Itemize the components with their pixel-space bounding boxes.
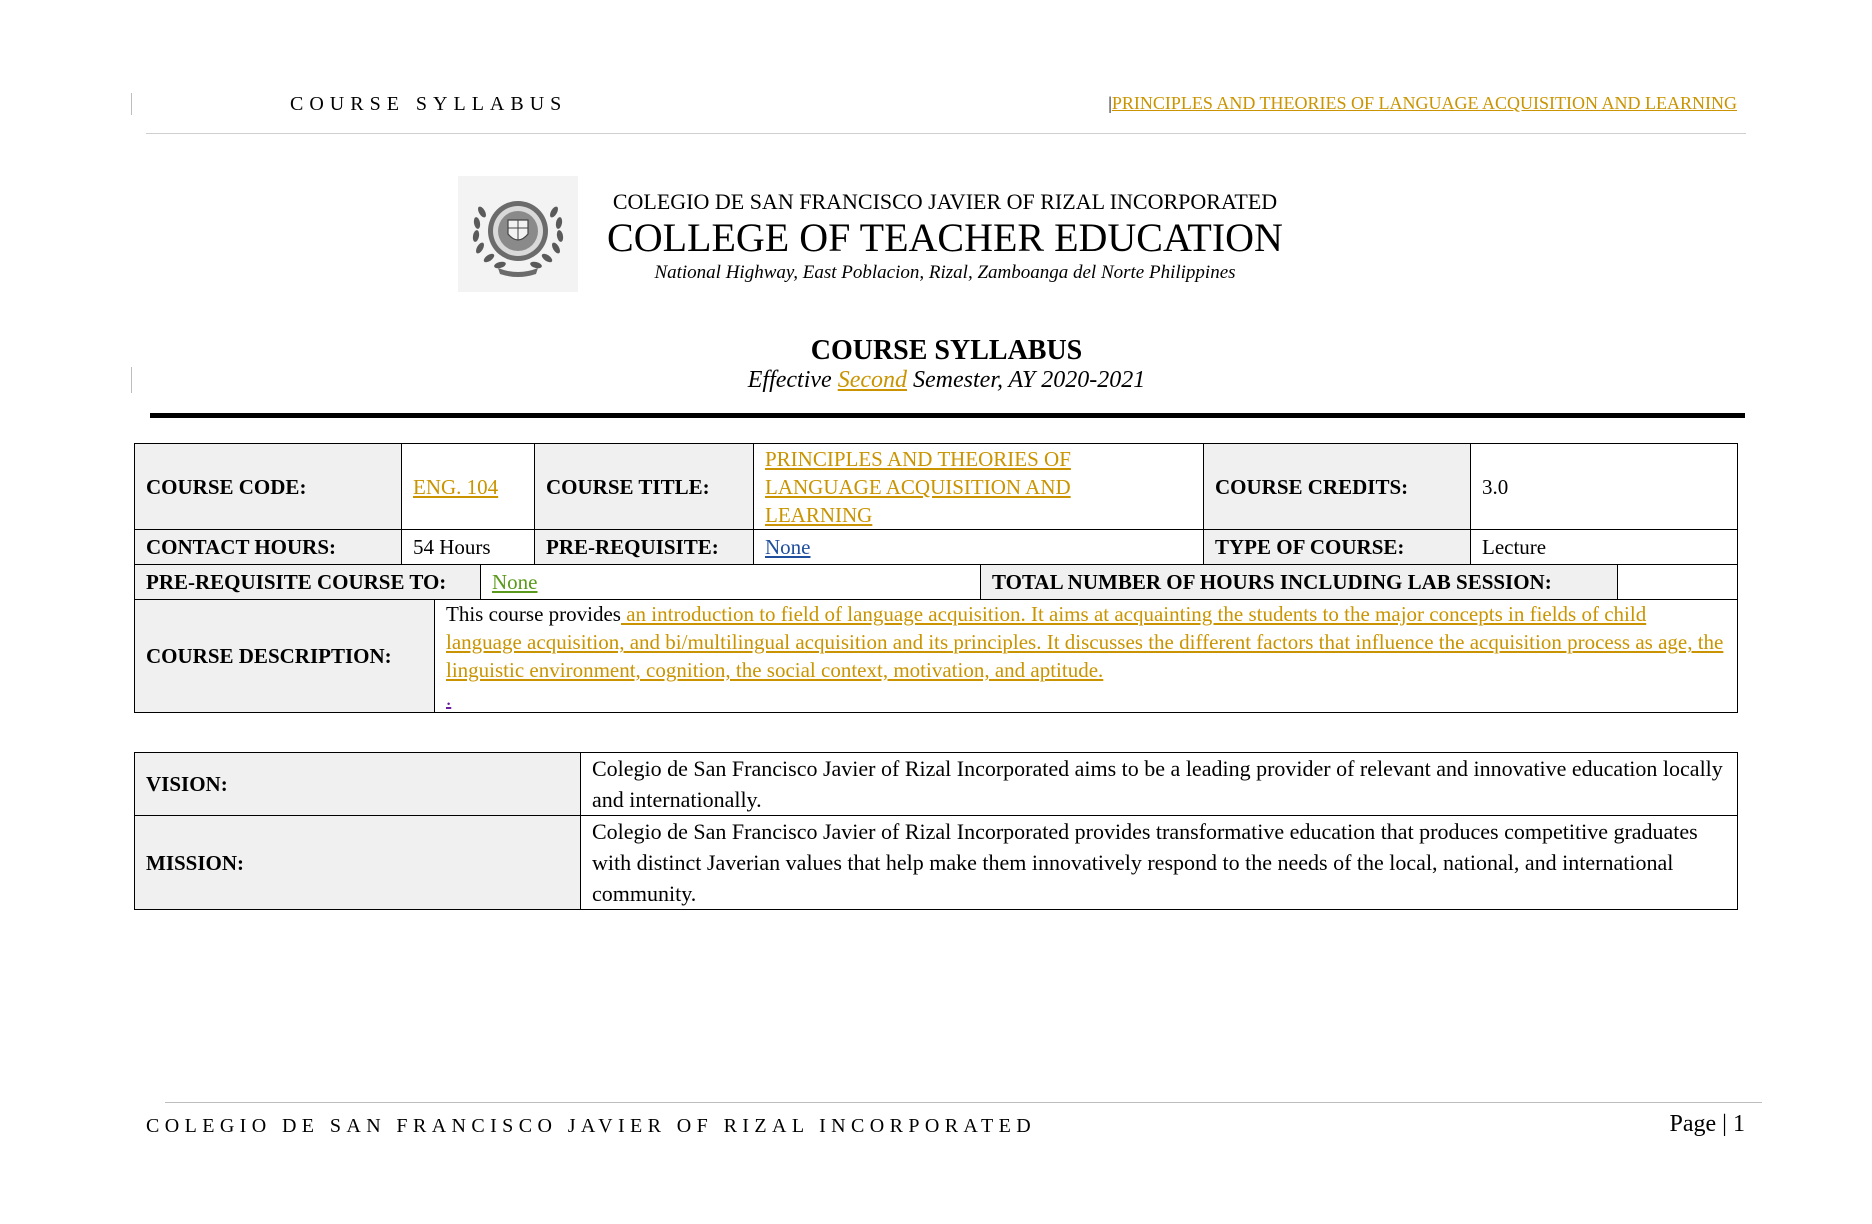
- contact-hours-label: CONTACT HOURS:: [135, 530, 402, 565]
- mission-row: [135, 816, 1738, 910]
- vision-label: VISION:: [135, 753, 581, 816]
- institution-heading: [590, 188, 1300, 286]
- course-info-table-row2: [134, 564, 1738, 600]
- course-title-link[interactable]: PRINCIPLES AND THEORIES OF LANGUAGE ACQUISITION AND LEARNING: [765, 446, 1071, 527]
- header-doc-type: COURSE SYLLABUS: [290, 93, 568, 115]
- course-title-label: COURSE TITLE:: [535, 444, 754, 530]
- mission-text: Colegio de San Francisco Javier of Rizal Incorporated provides transformative education that produces competitive graduates with distinct Javerian values that help make them innovatively respond to the needs of the local, national, and international community.: [581, 816, 1738, 910]
- vision-text: Colegio de San Francisco Javier of Rizal Incorporated aims to be a leading provider of relevant and innovative education locally and internationally.: [581, 753, 1738, 816]
- college-seal-icon: [458, 176, 578, 292]
- course-code-link[interactable]: ENG. 104: [413, 474, 499, 499]
- course-credits-value: 3.0: [1471, 444, 1738, 530]
- total-hours-value[interactable]: [1618, 565, 1738, 600]
- prerequisite-value: [754, 530, 1204, 565]
- title-divider: [150, 413, 1745, 418]
- total-hours-label: TOTAL NUMBER OF HOURS INCLUDING LAB SESSION:: [981, 565, 1618, 600]
- header-divider: [146, 133, 1746, 134]
- course-title-value: [754, 444, 1204, 530]
- footer-divider: [165, 1102, 1762, 1103]
- effective-prefix: Effective: [747, 367, 832, 393]
- vision-row: [135, 753, 1738, 816]
- college-name: COLLEGE OF TEACHER EDUCATION: [607, 215, 1283, 260]
- course-code-value: [402, 444, 535, 530]
- footer-institution-name: COLEGIO DE SAN FRANCISCO JAVIER OF RIZAL INCORPORATED: [146, 1115, 1037, 1137]
- description-body-link[interactable]: an introduction to field of language acquisition. It aims at acquainting the students to the major concepts in fields of child language acquisition, and bi/multilingual acquisition and its principles. It discusses the different factors that influence the acquisition process as age, the linguistic environment, cognition, the social context, motivation, and aptitude.: [446, 602, 1724, 682]
- course-row-code: [135, 444, 1738, 530]
- type-of-course-value: Lecture: [1471, 530, 1738, 565]
- course-description-value: [435, 600, 1738, 713]
- course-credits-label: COURSE CREDITS:: [1204, 444, 1471, 530]
- course-row-description: [135, 600, 1738, 713]
- institution-name: COLEGIO DE SAN FRANCISCO JAVIER OF RIZAL INCORPORATED: [612, 189, 1278, 214]
- course-code-label: COURSE CODE:: [135, 444, 402, 530]
- prereq-course-to-link[interactable]: None: [492, 570, 538, 594]
- description-prefix: This course provides: [446, 602, 621, 626]
- semester-link[interactable]: Second: [837, 367, 908, 393]
- effective-suffix: Semester, AY 2020-2021: [913, 367, 1146, 393]
- course-description-table: [134, 599, 1738, 713]
- description-trailing-mark: .: [446, 686, 452, 710]
- header-course-title-link[interactable]: PRINCIPLES AND THEORIES OF LANGUAGE ACQUISITION AND LEARNING: [1111, 93, 1737, 113]
- college-seal-logo: [458, 176, 578, 292]
- mission-label: MISSION:: [135, 816, 581, 910]
- header-margin-marker: [131, 93, 132, 115]
- institution-address: National Highway, East Poblacion, Rizal, Zamboanga del Norte Philippines: [654, 262, 1236, 283]
- prereq-course-to-value: [481, 565, 981, 600]
- prerequisite-label: PRE-REQUISITE:: [535, 530, 754, 565]
- course-description-label: COURSE DESCRIPTION:: [135, 600, 435, 713]
- effective-semester-line: [0, 367, 1872, 394]
- vision-mission-table: [134, 752, 1738, 910]
- course-row-contact: [135, 530, 1738, 565]
- course-info-table-row1: [134, 443, 1738, 565]
- prerequisite-link[interactable]: None: [765, 535, 811, 559]
- course-row-prereq-to: [135, 565, 1738, 600]
- syllabus-title: COURSE SYLLABUS: [810, 335, 1083, 366]
- prereq-course-to-label: PRE-REQUISITE COURSE TO:: [135, 565, 481, 600]
- type-of-course-label: TYPE OF COURSE:: [1204, 530, 1471, 565]
- contact-hours-value: 54 Hours: [402, 530, 535, 565]
- page-number: Page | 1: [1669, 1111, 1745, 1137]
- header-course-title: [1108, 93, 1737, 114]
- header-separator: |: [1108, 93, 1112, 113]
